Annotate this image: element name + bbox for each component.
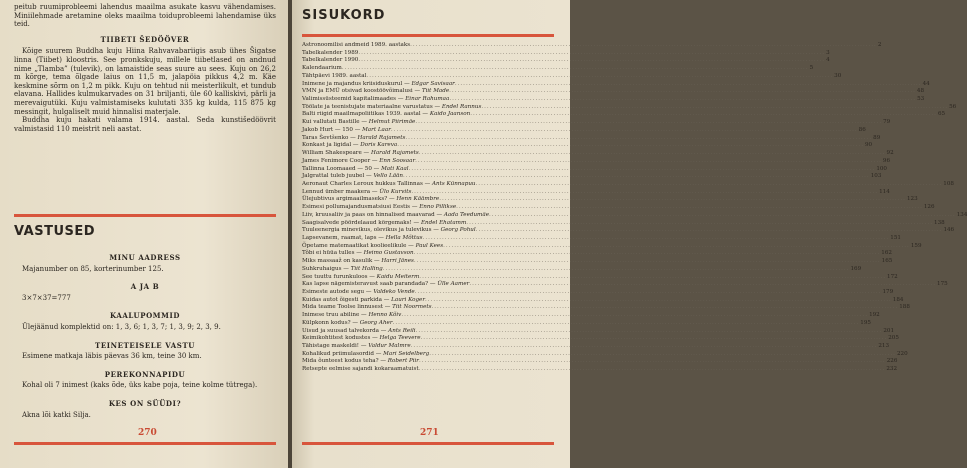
- toc-entry-text: Mida teame Toolse linnusest —: [302, 304, 391, 311]
- toc-entry-text: Töölate ja teenistujate materiaalne varustatus —: [302, 103, 441, 110]
- toc-entry-author: Valdeko Vende: [373, 289, 415, 295]
- toc-entry-text: Tabelkalender 1989: [302, 49, 359, 56]
- vastused-header: [14, 214, 276, 241]
- toc-entry-title: [302, 42, 410, 50]
- toc-entry-text: Esimeste autode segu —: [302, 289, 372, 295]
- toc-entry-page: 5: [809, 65, 814, 72]
- toc-leader-dots: [415, 158, 882, 166]
- toc-entry-title: [302, 235, 423, 243]
- toc-entry-title: [302, 335, 421, 343]
- toc-entry-title: [302, 88, 449, 96]
- toc-leader-dots: [401, 312, 868, 320]
- toc-entry-title: [302, 158, 415, 166]
- toc-entry-text: Ülejubtivus argimaailmaseks? —: [302, 196, 395, 203]
- answer-text: Esimene matkaja läbis päevas 36 km, teine 30 km.: [22, 352, 202, 361]
- toc-entry-text: Lennud ümber maakera —: [302, 188, 378, 195]
- toc-entry-text: Esimesi pollumajandusmatsiusi Eestis —: [302, 204, 418, 211]
- toc-entry-text: Kalendaarium: [302, 65, 342, 72]
- toc-entry-author: Ülo Kurvits: [379, 188, 412, 195]
- toc-entry-title: [302, 220, 466, 228]
- toc-entry: [302, 258, 893, 266]
- toc-entry-page: 89: [873, 134, 881, 141]
- toc-entry-title: [302, 50, 358, 58]
- tibeti-paragraph-1: Kõige suurem Buddha kuju Hiina Rahvavabariigis asub ühes Šigatse linna (Tiibet) kloostris. See pronkskuju, millele tiibetlased on andnud nime „Tlamba” (tulevik), on lamaistide seas suure au sees. Kuju on 26,2 m kõrge, tema õlgade laius on 11,5 m, jalapöia pikkus 4,2 m. Käe keskmine sõrm on 1,2 m pikk. Kuju on tehtud nii meisterlikult, et tundub elavana. Hallides kulmukarvades on 31 briljanti, üle 60 kalliskivi, pärli ja merevaigutüki. Kuju valmistamiseks kulutati 335 kg kulda, 115 875 kg messingit, hulgaliselt muid hinnalisi materjale.: [14, 47, 276, 116]
- toc-entry-text: Keimikohtitest kodustes —: [302, 335, 378, 342]
- toc-leader-dots: [393, 320, 860, 328]
- toc-entry-author: Endel Rannus: [441, 103, 482, 110]
- toc-entry-page: 108: [943, 180, 954, 187]
- toc-entry-text: Suhkruhaigus —: [302, 265, 349, 272]
- toc-divider: [302, 34, 554, 37]
- toc-entry-title: [302, 266, 383, 274]
- toc-entry-author: Harald Rajamets: [357, 134, 406, 141]
- toc-entry-text: Konkast ja ligidal —: [302, 142, 359, 149]
- toc-entry-title: [302, 328, 416, 336]
- toc-entry-text: Aeronaut Charles Leroux hukkus Tallinnas —: [302, 180, 431, 187]
- toc-leader-dots: [481, 104, 948, 112]
- toc-entry-title: [302, 119, 415, 127]
- toc-entry-page: 226: [886, 358, 898, 365]
- toc-entry-text: See tuuttu furunkuloos —: [302, 273, 375, 280]
- answers-section: [14, 254, 276, 429]
- left-page-footer: [14, 428, 276, 445]
- toc-entry-page: 159: [910, 242, 922, 249]
- toc-entry: [302, 366, 898, 374]
- answer-block: [14, 400, 276, 419]
- toc-leader-dots: [405, 135, 872, 143]
- toc-entry: [302, 234, 901, 243]
- toc-entry: [302, 304, 910, 312]
- toc-entry-title: [302, 142, 397, 150]
- toc-entry-text: Miks massaaž on kasulik —: [302, 258, 380, 265]
- toc-leader-dots: [421, 335, 888, 343]
- intro-paragraph: peitub ruumiprobleemi lahendus maailma asukate kasvu vähendamises. Miniilehmade aretamine oleks maailma toiduprobleemi lahendamise üks teid.: [14, 3, 276, 29]
- toc-leader-dots: [489, 212, 956, 220]
- toc-entry: [302, 196, 918, 204]
- toc-entry-page: 146: [943, 227, 955, 234]
- toc-entry-page: 172: [887, 273, 898, 280]
- toc-entry-title: [302, 297, 425, 305]
- toc-entry-author: Henno Kõiv: [368, 312, 402, 319]
- toc-entry-title: [302, 135, 405, 143]
- toc-entry-author: Tiit Made: [421, 88, 450, 95]
- toc-leader-dots: [414, 258, 881, 266]
- toc-entry-author: Lauri Koger: [391, 296, 426, 303]
- toc-entry: [302, 57, 830, 65]
- tibeti-paragraph-2: Buddha kuju hakati valama 1914. aastal. Seda kunstišedöövrit valmistasid 110 meistrit neli aastat.: [14, 116, 276, 133]
- toc-entry: [302, 327, 895, 336]
- toc-entry-page: 65: [937, 111, 946, 118]
- answer-block: [14, 254, 276, 273]
- toc-entry-title: [302, 281, 469, 289]
- toc-entry: [302, 65, 814, 73]
- toc-entry-text: Retsepte eelmise sajandi kokaraamatuist: [302, 366, 419, 373]
- toc-leader-dots: [456, 204, 923, 212]
- toc-leader-dots: [423, 235, 890, 243]
- toc-leader-dots: [425, 297, 892, 305]
- toc-leader-dots: [391, 127, 858, 135]
- toc-leader-dots: [358, 50, 825, 58]
- toc-entry: [302, 150, 894, 158]
- toc-entry-page: 3: [826, 49, 830, 56]
- toc-leader-dots: [366, 73, 833, 81]
- toc-entry-title: [302, 181, 476, 189]
- toc-entry-author: Helga Teevere: [379, 335, 421, 342]
- toc-entry-author: Ants Künnapuu: [432, 180, 476, 187]
- toc-leader-dots: [414, 250, 881, 258]
- toc-entry: [302, 227, 955, 235]
- toc-entry-text: Astronoomilisi andmeid 1989. aastaks: [302, 42, 411, 48]
- toc-entry-text: Taras Ševtšenko —: [302, 134, 356, 141]
- toc-entry-text: William Shakespeare —: [302, 150, 370, 157]
- toc-entry-text: Inimese truu abiline —: [302, 312, 367, 319]
- toc-entry-text: Mida õunteest kodus teha? —: [302, 358, 387, 365]
- toc-entry-page: 90: [864, 142, 873, 149]
- toc-leader-dots: [443, 243, 910, 251]
- toc-entry-title: [302, 73, 366, 81]
- answer-heading: TEINETEISELE VASTU: [95, 340, 195, 350]
- toc-entry-text: Tabelkalender 1990: [302, 57, 359, 64]
- toc-entry-page: 53: [917, 96, 925, 103]
- toc-entry-author: Enn Soosaar: [379, 157, 416, 164]
- toc-entry-text: Tuuleenergia minevikus, olevikus ja tulevikus —: [302, 227, 439, 234]
- toc-entry: [302, 250, 892, 258]
- toc-leader-dots: [476, 227, 943, 235]
- toc-entry-author: Enno Pillikse: [419, 204, 457, 211]
- toc-leader-dots: [470, 111, 937, 119]
- toc-entry: [302, 165, 887, 174]
- page-number-left: 270: [138, 428, 157, 438]
- toc-entry-page: 165: [881, 258, 893, 265]
- answer-block: [14, 342, 276, 361]
- toc-entry-author: Georg Aher: [359, 319, 393, 326]
- toc-entry: [302, 219, 945, 228]
- toc-entry-text: Kas lapse nägemisteravust saab parandada? —: [302, 281, 436, 288]
- right-page-footer: [302, 428, 554, 445]
- toc-entry-page: 103: [870, 173, 882, 180]
- answer-block: [14, 312, 276, 331]
- toc-leader-dots: [397, 142, 864, 150]
- toc-entry: [302, 296, 904, 305]
- toc-entry-page: 184: [892, 296, 904, 303]
- toc-entry-author: Mati Kaal: [381, 165, 409, 172]
- toc-entry-title: [302, 96, 449, 104]
- toc-entry-title: [302, 212, 489, 220]
- toc-entry-text: Jalgrattal tuleb juubel —: [302, 173, 372, 180]
- toc-entry: [302, 72, 842, 81]
- toc-entry-author: Paul Kees: [415, 242, 444, 249]
- toc-leader-dots: [411, 189, 878, 197]
- toc-entry-page: 213: [878, 343, 890, 350]
- toc-entry-text: Õpetame matemaatikat koolieelikule —: [302, 242, 414, 249]
- toc-entry-author: Tiit Halling: [350, 265, 383, 272]
- toc-entry-page: 114: [879, 188, 890, 195]
- toc-entry: [302, 103, 957, 112]
- toc-entry: [302, 335, 899, 343]
- toc-entry-title: [302, 320, 393, 328]
- toc-leader-dots: [415, 289, 882, 297]
- toc-entry-text: Saagisalvede pöördelaaud körgemaks! —: [302, 219, 420, 226]
- toc-entry-text: Balti riigid maailmapoliitikas 1939. aastal —: [302, 111, 429, 118]
- toc-leader-dots: [358, 57, 825, 65]
- toc-entry: [302, 281, 948, 289]
- toc-entry-title: [302, 57, 358, 65]
- toc-entry-text: Tähistage maskeldi! —: [302, 343, 367, 350]
- toc-entry: [302, 111, 946, 119]
- tibeti-heading: TIIBETI ŠEDÖÖVER: [100, 34, 190, 44]
- toc-leader-dots: [409, 166, 876, 174]
- toc-entry-page: 205: [888, 335, 899, 342]
- toc-entry-author: Valdur Malmre: [368, 343, 411, 350]
- toc-entry-text: Kuidas autot õigesti parkida —: [302, 296, 390, 303]
- toc-entry-page: 175: [937, 281, 948, 288]
- toc-entry: [302, 173, 882, 181]
- toc-entry: [302, 265, 862, 274]
- toc-entry: [302, 204, 935, 212]
- toc-leader-dots: [449, 96, 916, 104]
- toc-entry-page: 126: [923, 204, 935, 211]
- toc-entry-title: [302, 366, 419, 374]
- toc-leader-dots: [449, 88, 916, 96]
- toc-entry-text: VMN ja EMÜ otsivad koostöövõimalusi —: [302, 88, 421, 95]
- toc-entry: [302, 343, 890, 351]
- toc-leader-dots: [419, 358, 886, 366]
- toc-entry-author: Tiit Noormets: [392, 304, 432, 311]
- toc-entry-title: [302, 173, 403, 181]
- toc-entry-page: 86: [858, 126, 866, 133]
- toc-entry-page: 179: [882, 289, 894, 295]
- toc-entry-page: 44: [922, 80, 930, 87]
- toc-entry-title: [302, 250, 414, 258]
- toc-entry-title: [302, 304, 432, 312]
- toc-entry-page: 195: [860, 319, 871, 326]
- answer-text: Majanumber on 85, korterinumber 125.: [22, 264, 164, 273]
- toc-entry-page: 30: [834, 72, 842, 79]
- toc-entry-title: [302, 358, 419, 366]
- toc-entry-page: 48: [916, 88, 925, 95]
- toc-leader-dots: [419, 274, 886, 282]
- toc-entry: [302, 312, 880, 320]
- toc-entry-page: 92: [886, 150, 894, 157]
- toc-entry: [302, 180, 954, 189]
- toc-entry-page: 162: [881, 250, 892, 257]
- toc-entry-text: Kui vallutati Bastille —: [302, 119, 367, 126]
- table-of-contents: [302, 42, 967, 374]
- answer-heading: KES ON SÜÜDI?: [108, 398, 182, 408]
- toc-entry: [302, 211, 967, 220]
- toc-entry-text: Lapsevanem, raamat, laps —: [302, 234, 384, 241]
- toc-entry-page: 188: [899, 304, 910, 311]
- toc-entry-text: Valimissüsteemid kapitalimaades —: [302, 96, 404, 103]
- toc-entry-author: Aada Teedumäe: [443, 211, 490, 218]
- toc-entry: [302, 96, 925, 104]
- answer-heading: KAALUPOMMID: [109, 311, 181, 321]
- vastused-title: VASTUSED: [14, 224, 96, 239]
- toc-entry-text: Inimene ja majandus kriisiduskurul —: [302, 80, 410, 87]
- toc-leader-dots: [455, 81, 922, 89]
- toc-leader-dots: [415, 119, 882, 127]
- answer-text: Akna lõi katki Silja.: [22, 410, 91, 419]
- toc-entry-text: Tõbi ei hüüa tulles —: [302, 250, 362, 257]
- toc-leader-dots: [469, 281, 936, 289]
- toc-entry-author: Robert Piir: [387, 358, 419, 365]
- toc-entry-title: [302, 289, 415, 297]
- toc-entry-page: 192: [869, 312, 880, 319]
- toc-leader-dots: [411, 343, 878, 351]
- toc-entry-author: Edgar Savisaar: [411, 80, 455, 87]
- toc-entry: [302, 126, 866, 135]
- toc-leader-dots: [432, 304, 899, 312]
- toc-entry-title: [302, 258, 414, 266]
- toc-entry-author: Helmut Piirimäe: [368, 119, 416, 126]
- answer-block: [14, 371, 276, 390]
- toc-entry-author: Harald Rajamets: [370, 150, 419, 157]
- toc-leader-dots: [429, 351, 896, 359]
- toc-entry-page: 232: [886, 366, 898, 373]
- toc-entry-author: Mari Seidelberg: [383, 350, 430, 357]
- toc-entry-author: Doris Kareva: [360, 142, 398, 149]
- toc-entry: [302, 319, 871, 328]
- toc-entry-text: Uisud ja suusad talvekorda —: [302, 327, 387, 334]
- toc-leader-dots: [416, 328, 883, 336]
- toc-entry-author: Kaido Jaanson: [429, 111, 471, 118]
- toc-title: SISUKORD: [302, 8, 386, 23]
- toc-entry-author: Hella Mõttus: [385, 234, 423, 241]
- toc-leader-dots: [419, 150, 886, 158]
- answer-text: Ülejäänud komplektid on: 1, 3, 6; 1, 3, 7; 1, 3, 9; 2, 3, 9.: [22, 322, 221, 331]
- toc-entry: [302, 49, 830, 58]
- toc-entry: [302, 88, 925, 96]
- answer-block: [14, 283, 276, 302]
- toc-entry: [302, 157, 891, 166]
- toc-entry-author: Einar Rahumaa: [405, 96, 450, 103]
- answer-heading: PEREKONNAPIDU: [104, 369, 186, 379]
- toc-entry-author: Vello Lään: [373, 173, 403, 180]
- toc-entry-title: [302, 150, 419, 158]
- toc-entry: [302, 289, 894, 297]
- toc-entry-page: 100: [876, 165, 887, 172]
- toc-leader-dots: [403, 173, 870, 181]
- toc-entry-author: Heimo Gustavson: [363, 250, 414, 257]
- toc-entry-page: 134: [956, 211, 967, 218]
- toc-entry-page: 2: [877, 42, 882, 48]
- toc-entry-author: Ülle Aamer: [437, 281, 470, 288]
- toc-entry-author: Ants Reili: [388, 327, 416, 334]
- toc-entry-text: Tallinna Loomaaed — 50 —: [302, 165, 380, 172]
- toc-entry: [302, 134, 881, 143]
- toc-entry-text: Kohalikud priimulasordid —: [302, 350, 382, 357]
- toc-leader-dots: [383, 266, 850, 274]
- toc-entry-author: Georg Pohul: [440, 227, 476, 234]
- toc-entry-title: [302, 196, 439, 204]
- toc-entry-page: 138: [934, 219, 945, 226]
- toc-entry: [302, 358, 898, 366]
- toc-entry-title: [302, 127, 391, 135]
- toc-entry-page: 96: [882, 157, 891, 164]
- toc-leader-dots: [410, 42, 877, 50]
- toc-entry-title: [302, 343, 411, 351]
- answer-heading: A JA B: [130, 282, 160, 292]
- answer-text: Kohal oli 7 inimest (kaks õde, üks kabe poja, teine kolme tütrega).: [22, 381, 258, 390]
- toc-entry: [302, 142, 873, 150]
- left-page-text: [14, 3, 276, 133]
- toc-entry-page: 56: [949, 103, 957, 110]
- toc-entry-title: [302, 227, 476, 235]
- toc-leader-dots: [439, 196, 906, 204]
- toc-entry-author: Kaidu Meiterm: [376, 273, 420, 280]
- toc-entry-title: [302, 111, 470, 119]
- toc-entry-title: [302, 166, 409, 174]
- toc-entry-page: 220: [896, 350, 908, 357]
- toc-entry-author: Henn Käämbre: [396, 196, 440, 203]
- toc-entry-page: 169: [850, 265, 862, 272]
- toc-entry: [302, 42, 882, 50]
- toc-entry-page: 79: [883, 119, 891, 126]
- toc-entry-text: Liiv, kruusaliiv ja paas on hinnalised maavarad —: [302, 211, 443, 218]
- toc-entry-title: [302, 204, 456, 212]
- toc-entry-page: 123: [906, 196, 918, 203]
- toc-entry-text: James Fenimore Cooper —: [302, 157, 378, 164]
- toc-leader-dots: [419, 366, 886, 374]
- page-number-right: 271: [420, 428, 439, 438]
- toc-entry-page: 201: [883, 327, 895, 334]
- toc-entry-text: Külpkonn kodus? —: [302, 319, 358, 326]
- toc-entry-title: [302, 104, 481, 112]
- toc-entry-text: Jakob Hurt — 150 —: [302, 126, 361, 133]
- toc-leader-dots: [466, 220, 933, 228]
- toc-entry-author: Mart Laar: [362, 126, 391, 133]
- toc-entry-page: 4: [826, 57, 830, 64]
- toc-leader-dots: [476, 181, 943, 189]
- answer-text: 3×7×37=777: [22, 293, 71, 302]
- toc-entry-title: [302, 312, 401, 320]
- toc-entry: [302, 119, 891, 127]
- toc-entry-author: Endel Ehatamm: [420, 219, 467, 226]
- answer-heading: MINU AADRESS: [109, 253, 181, 262]
- toc-entry-page: 151: [890, 234, 901, 241]
- toc-entry-title: [302, 65, 342, 73]
- toc-leader-dots: [342, 65, 809, 73]
- toc-entry-text: Tähtpäevi 1989. aastal: [302, 72, 367, 79]
- toc-entry-author: Harri Jänes: [381, 258, 414, 265]
